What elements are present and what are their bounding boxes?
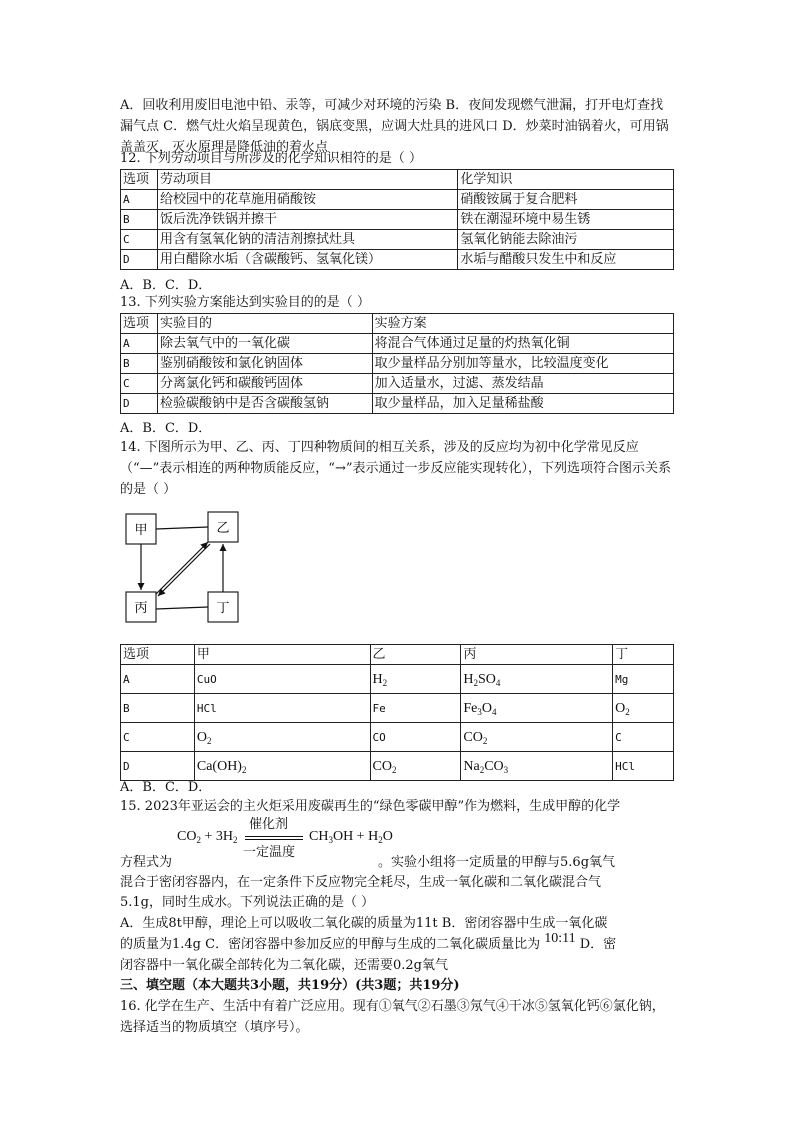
header-cell: 劳动项目: [157, 170, 457, 190]
table-cell: 将混合气体通过足量的灼热氧化铜: [372, 334, 673, 354]
option-cell: B: [121, 210, 158, 230]
option-cell: D: [121, 394, 158, 414]
q11-option-a: A．回收利用废旧电池中铅、汞等，可减少对环境的污染: [120, 98, 442, 113]
table-row: [121, 230, 674, 250]
header-cell: 选项: [121, 170, 158, 190]
header-cell: 选项: [121, 645, 195, 665]
table-cell: 用白醋除水垢（含碳酸钙、氢氧化镁）: [157, 250, 457, 270]
formula-cell: $H_2$: [370, 665, 461, 694]
header-cell: 甲: [194, 645, 370, 665]
formula-cell: CuO: [194, 665, 370, 694]
q15-option-d: D．密: [579, 937, 617, 952]
q14-answer-options: A．B．C．D．: [120, 780, 212, 795]
formula-cell: Fe: [370, 694, 461, 723]
table-cell: 铁在潮湿环境中易生锈: [458, 210, 674, 230]
header-cell: 实验目的: [157, 314, 372, 334]
arrow-bing-yi: [156, 542, 208, 594]
equation-condition-bottom: 一定温度: [243, 844, 296, 859]
table-row: [121, 394, 674, 414]
option-cell: C: [121, 374, 158, 394]
table-row: [121, 374, 674, 394]
option-cell: A: [121, 665, 195, 694]
option-cell: D: [121, 250, 158, 270]
formula-cell: Mg: [613, 665, 674, 694]
section-heading: 三、填空题（本大题共3小题，共19分）(共3题；共19分): [120, 978, 460, 993]
option-cell: B: [121, 694, 195, 723]
table-row: [121, 250, 674, 270]
table-row: [121, 334, 674, 354]
q12-table: [120, 169, 674, 270]
table-row: [121, 694, 674, 723]
table-cell: 加入适量水，过滤、蒸发结晶: [372, 374, 673, 394]
table-cell: 硝酸铵属于复合肥料: [458, 190, 674, 210]
table-row: [121, 210, 674, 230]
table-header-row: [121, 314, 674, 334]
option-cell: C: [121, 230, 158, 250]
label-bing: 丙: [134, 601, 148, 616]
formula-cell: HCl: [613, 752, 674, 781]
label-jia: 甲: [134, 523, 148, 538]
q13-answer-options: A．B．C．D．: [120, 421, 212, 436]
header-cell: 丁: [613, 645, 674, 665]
header-cell: 乙: [370, 645, 461, 665]
option-cell: D: [121, 752, 195, 781]
option-cell: A: [121, 190, 158, 210]
equation-left: $CO_2 + 3H_2$: [177, 829, 238, 845]
header-cell: 化学知识: [458, 170, 674, 190]
q15-options-row2: [120, 931, 676, 955]
table-cell: 给校园中的花草施用硝酸铵: [157, 190, 457, 210]
formula-cell: $CO_2$: [461, 723, 613, 752]
q15-line3: 混合于密闭容器内，在一定条件下反应物完全耗尽，生成一氧化碳和二氧化碳混合气: [120, 875, 602, 890]
q14-stem: 14. 下图所示为甲、乙、丙、丁四种物质间的相互关系，涉及的反应均为初中化学常见反应（“—”表示相连的两种物质能反应，“→”表示通过一步反应能实现转化），下列选项符合图示关系的是（ ）: [120, 440, 671, 497]
q14-table: [120, 644, 674, 781]
option-cell: B: [121, 354, 158, 374]
label-yi: 乙: [216, 521, 230, 536]
formula-cell: $CO_2$: [370, 752, 461, 781]
equation-right: $CH_3OH + H_2O$: [309, 829, 393, 845]
q15-line2-suffix: 。实验小组将一定质量的甲醇与5.6g氧气: [378, 855, 616, 870]
table-cell: 取少量样品，加入足量稀盐酸: [372, 394, 673, 414]
table-cell: 鉴别硝酸铵和氯化钠固体: [157, 354, 372, 374]
header-cell: 实验方案: [372, 314, 673, 334]
table-cell: 取少量样品分别加等量水，比较温度变化: [372, 354, 673, 374]
formula-cell: $Na_2CO_3$: [461, 752, 613, 781]
q11-option-b: B．夜间发现燃气泄漏，打开电灯查找漏气点: [120, 98, 664, 134]
formula-cell: $H_2SO_4$: [461, 665, 613, 694]
option-cell: C: [121, 723, 195, 752]
formula-cell: CO: [370, 723, 461, 752]
q11-option-d: D．炒菜时油锅着火，可用锅盖盖灭，灭火原理是降低油的着火点: [120, 119, 669, 155]
header-cell: 丙: [461, 645, 613, 665]
q15-options-row1: [120, 913, 676, 934]
table-cell: 水垢与醋酸只发生中和反应: [458, 250, 674, 270]
q12-stem: 12. 下列劳动项目与所涉及的化学知识相符的是（ ）: [120, 151, 422, 166]
formula-cell: C: [613, 723, 674, 752]
q12-answer-options: A．B．C．D．: [120, 278, 212, 293]
equation-bar: [245, 836, 303, 840]
q15-ratio: 10:11: [544, 931, 576, 946]
header-cell: 选项: [121, 314, 158, 334]
table-cell: 检验碳酸钠中是否含碳酸氢钠: [157, 394, 372, 414]
table-header-row: [121, 170, 674, 190]
q15-option-a: A．生成8t甲醇，理论上可以吸收二氧化碳的质量为11t: [120, 916, 438, 931]
table-cell: 饭后洗净铁锅并擦干: [157, 210, 457, 230]
table-cell: 分离氯化钙和碳酸钙固体: [157, 374, 372, 394]
table-cell: 除去氧气中的一氧化碳: [157, 334, 372, 354]
q15-option-b: B．密闭容器中生成一氧化碳: [441, 916, 608, 931]
q13-table: [120, 313, 674, 414]
formula-cell: HCl: [194, 694, 370, 723]
q15-option-b-cont: 的质量为1.4g: [120, 937, 201, 952]
line-bing-ding: [156, 607, 208, 609]
formula-cell: $O_2$: [194, 723, 370, 752]
arrow-yi-bing: [158, 544, 210, 596]
table-cell: 用含有氢氧化钠的清洁剂擦拭灶具: [157, 230, 457, 250]
q13-stem: 13. 下列实验方案能达到实验目的的是（ ）: [120, 295, 370, 310]
equation-condition-top: 催化剂: [249, 816, 289, 831]
q15-line4: 5.1g，同时生成水。下列说法正确的是（ ）: [120, 895, 375, 910]
q16-stem: 16. 化学在生产、生活中有着广泛应用。现有①氧气②石墨③氖气④干冰⑤氢氧化钙⑥氯化钠，选择适当的物质填空（填序号）。: [120, 999, 665, 1035]
option-cell: A: [121, 334, 158, 354]
q15-line1: 15. 2023年亚运会的主火炬采用废碳再生的“绿色零碳甲醇”作为燃料，生成甲醇的化学: [120, 799, 621, 814]
label-ding: 丁: [216, 601, 230, 616]
table-row: [121, 665, 674, 694]
formula-cell: $Fe_3O_4$: [461, 694, 613, 723]
q15-options-row3: 闭容器中一氧化碳全部转化为二氧化碳，还需要0.2g氧气: [120, 958, 448, 973]
table-row: [121, 190, 674, 210]
table-cell: 氢氧化钠能去除油污: [458, 230, 674, 250]
formula-cell: $Ca(OH)_2$: [194, 752, 370, 781]
q15-option-c: C．密闭容器中参加反应的甲醇与生成的二氧化碳质量比为: [205, 937, 541, 952]
table-header-row: [121, 645, 674, 665]
table-row: [121, 723, 674, 752]
table-row: [121, 354, 674, 374]
line-jia-yi: [156, 527, 208, 529]
formula-cell: $O_2$: [613, 694, 674, 723]
relationship-diagram: [120, 508, 240, 628]
q15-line2-prefix: 方程式为: [120, 855, 173, 870]
q11-option-c: C．燃气灶火焰呈现黄色，锅底变黑，应调大灶具的进风口: [163, 119, 499, 134]
q15-line2: [120, 852, 676, 873]
